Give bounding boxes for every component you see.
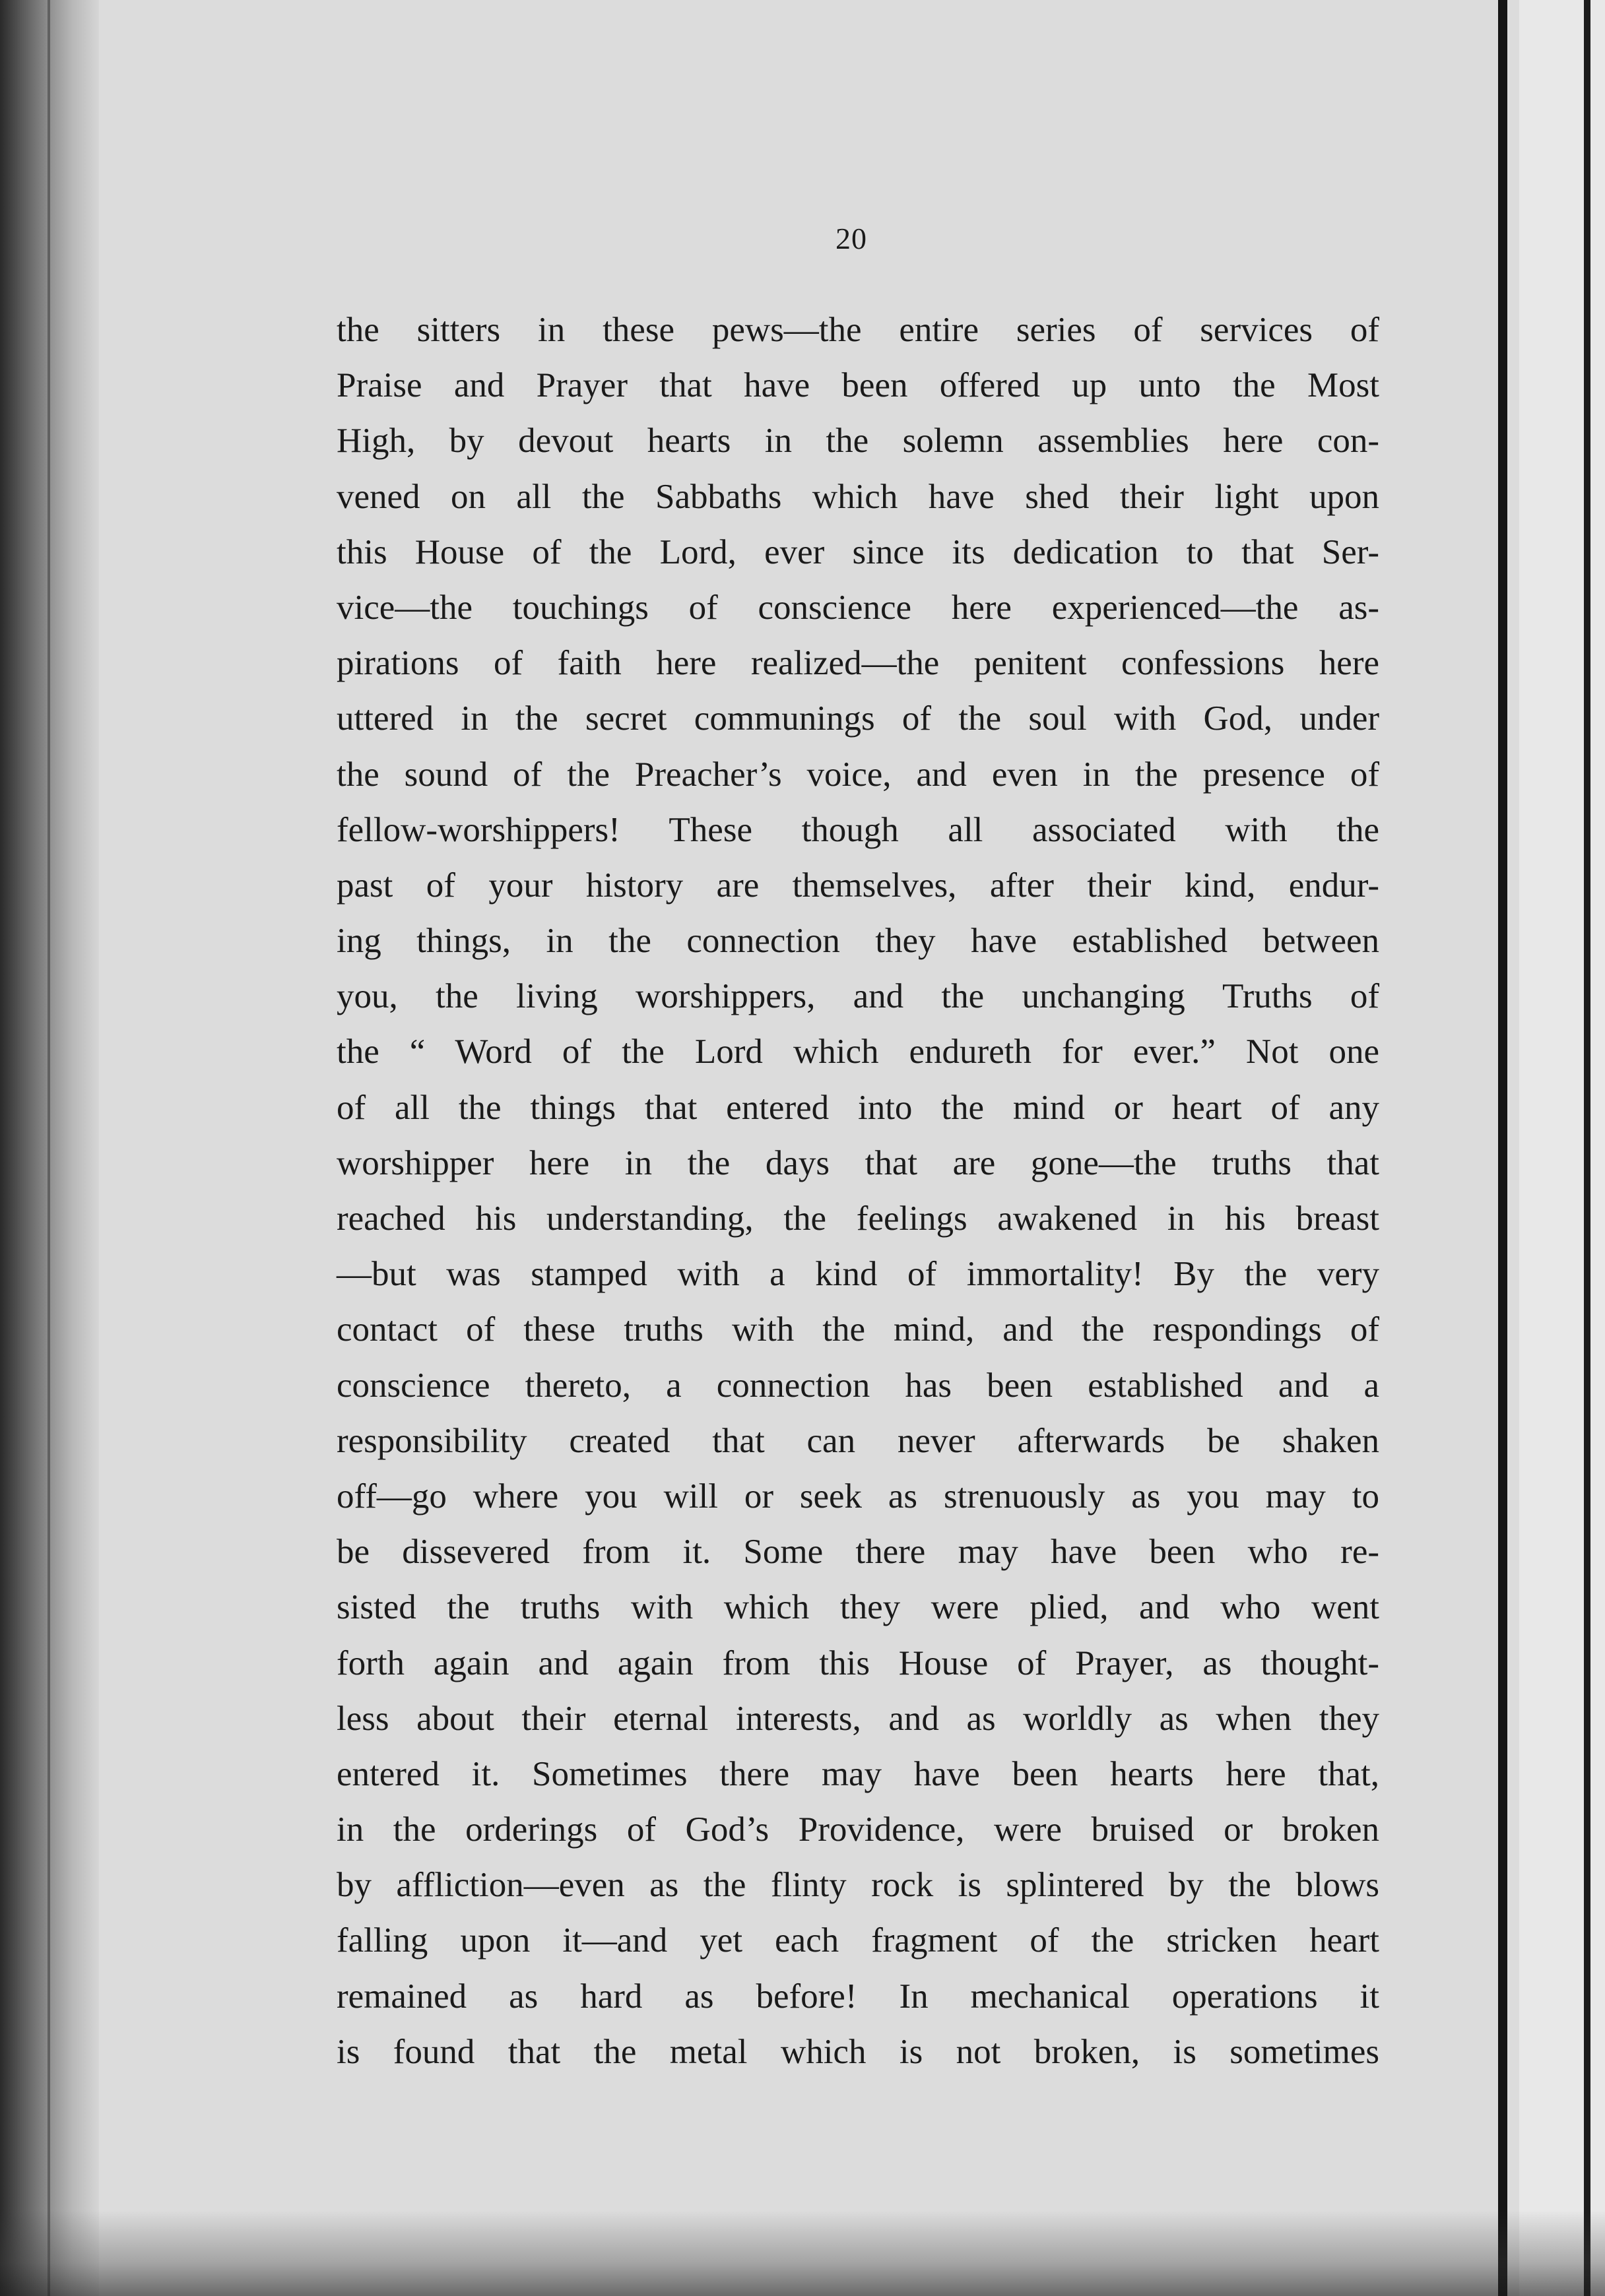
text-line: fellow-worshippers! These though all associated with the [337,810,1379,849]
text-line: pirations of faith here realized—the penitent confessions here [337,644,1379,683]
text-line: past of your history are themselves, after their kind, endur- [337,866,1379,905]
text-line: you, the living worshippers, and the unchanging Truths of [337,977,1379,1016]
text-line: worshipper here in the days that are gone—the truths that [337,1143,1379,1182]
right-margin-rule [1498,0,1507,2296]
right-margin-strip [1519,0,1605,2296]
text-line: of all the things that entered into the mind or heart of any [337,1088,1379,1127]
text-line: sisted the truths with which they were plied, and who went [337,1588,1379,1627]
text-line: —but was stamped with a kind of immortality! By the very [337,1255,1379,1294]
text-line: conscience thereto, a connection has been established and a [337,1366,1379,1405]
text-line: uttered in the secret communings of the soul with God, under [337,699,1379,738]
text-line: this House of the Lord, ever since its dedication to that Ser- [337,532,1379,571]
text-line: contact of these truths with the mind, and the respondings of [337,1310,1379,1349]
text-line: ing things, in the connection they have established between [337,922,1379,961]
text-line: be dissevered from it. Some there may have been who re- [337,1533,1379,1572]
text-line: entered it. Sometimes there may have been hearts here that, [337,1754,1379,1793]
text-line: vened on all the Sabbaths which have shed their light upon [337,477,1379,516]
text-line: reached his understanding, the feelings awakened in his breast [337,1199,1379,1238]
text-line: the sound of the Preacher’s voice, and even in the presence of [337,755,1379,794]
bottom-shadow [0,2210,1605,2296]
text-line: is found that the metal which is not broken, is sometimes [337,2032,1379,2071]
text-line: the “ Word of the Lord which endureth for ever.” Not one [337,1033,1379,1071]
text-line: High, by devout hearts in the solemn assemblies here con- [337,422,1379,461]
page-edge-line [48,0,50,2296]
text-line: off—go where you will or seek as strenuously as you may to [337,1477,1379,1515]
text-line: by affliction—even as the flinty rock is splintered by the blows [337,1866,1379,1905]
text-line: the sitters in these pews—the entire series of services of [337,311,1379,349]
text-line: in the orderings of God’s Providence, were bruised or broken [337,1810,1379,1849]
text-line: remained as hard as before! In mechanical operations it [337,1977,1379,2016]
right-edge-rule [1584,0,1590,2296]
text-line: Praise and Prayer that have been offered up unto the Most [337,366,1379,405]
text-line: falling upon it—and yet each fragment of the stricken heart [337,1921,1379,1960]
text-line: vice—the touchings of conscience here experienced—the as- [337,588,1379,627]
text-line: forth again and again from this House of Prayer, as thought- [337,1643,1379,1682]
body-text [337,302,1379,2080]
page-number: 20 [835,222,867,255]
text-line: responsibility created that can never afterwards be shaken [337,1421,1379,1460]
text-line: less about their eternal interests, and as worldly as when they [337,1699,1379,1738]
